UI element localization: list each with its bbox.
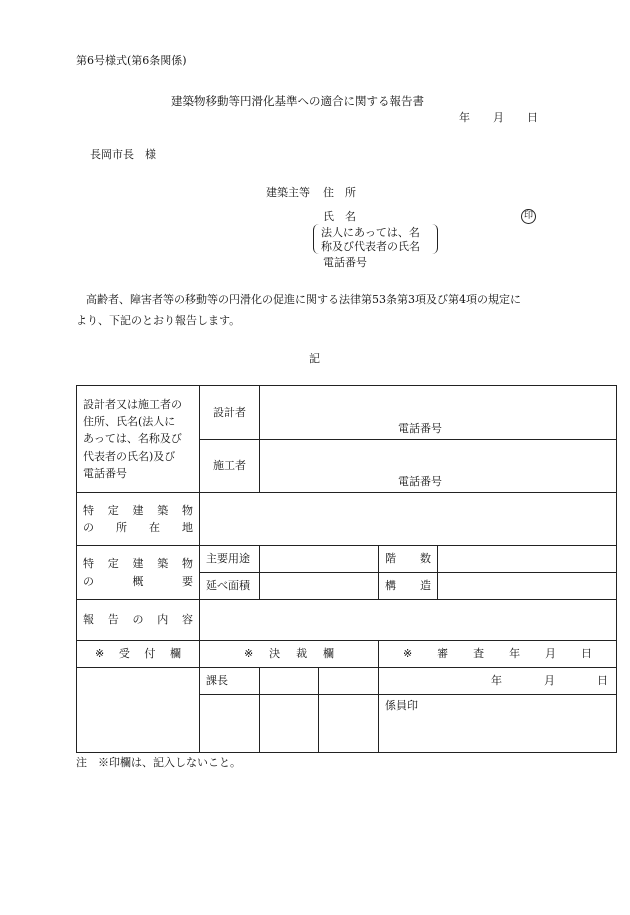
building-location-field[interactable] [200, 493, 617, 546]
review-date-field[interactable]: 年 月 日 [379, 668, 617, 695]
ki-heading: 記 [309, 352, 320, 365]
builder-field[interactable] [260, 440, 617, 493]
floors-field[interactable] [438, 546, 617, 573]
designer-label: 設計者 [200, 386, 260, 440]
footnote: 注 ※印欄は、記入しないこと。 [76, 756, 241, 769]
header-date-day: 日 [527, 111, 538, 124]
main-use-label: 主要用途 [200, 546, 260, 573]
approval-cell-1[interactable] [260, 668, 319, 695]
applicant-phone-label: 電話番号 [323, 256, 367, 269]
report-content-label: 報 告 の 内 容 [77, 600, 200, 641]
approval-seal-1[interactable] [260, 695, 319, 753]
floors-label: 階 数 [379, 546, 438, 573]
header-date-month: 月 [493, 111, 504, 124]
applicant-address-label: 住 所 [323, 186, 356, 199]
applicant-name-label: 氏 名 [323, 210, 356, 223]
reception-header: ※ 受 付 欄 [77, 641, 200, 668]
report-form-table [76, 385, 617, 753]
designer-builder-header: 設計者又は施工者の 住所、氏名(法人に あっては、名称及び 代表者の氏名)及び 電話番号 [77, 386, 200, 493]
builder-label: 施工者 [200, 440, 260, 493]
corporate-note-line-2: 称及び代表者の氏名 [321, 240, 420, 253]
section-chief-seal[interactable] [200, 695, 260, 753]
floor-area-label: 延べ面積 [200, 573, 260, 600]
reception-field[interactable] [77, 668, 200, 753]
floor-area-field[interactable] [260, 573, 379, 600]
header-date-year: 年 [459, 111, 470, 124]
body-text-line-1: 高齢者、障害者等の移動等の円滑化の促進に関する法律第53条第3項及び第4項の規定に [86, 293, 521, 306]
staff-seal-field[interactable] [379, 695, 617, 753]
approval-seal-2[interactable] [319, 695, 379, 753]
seal-mark: 印 [521, 209, 536, 224]
building-location-label: 特 定 建 築 物 の 所 在 地 [77, 493, 200, 546]
form-number: 第6号様式(第6条関係) [76, 54, 187, 67]
document-title: 建築物移動等円滑化基準への適合に関する報告書 [171, 94, 424, 108]
designer-field[interactable] [260, 386, 617, 440]
building-overview-label: 特 定 建 築 物 の 概 要 [77, 546, 200, 600]
approval-header: ※ 決 裁 欄 [200, 641, 379, 668]
body-text-line-2: より、下記のとおり報告します。 [76, 314, 241, 327]
designer-phone-label: 電話番号 [398, 421, 442, 435]
staff-seal-label: 係員印 [385, 699, 418, 712]
review-date-header: ※ 審 査 年 月 日 [379, 641, 617, 668]
addressee: 長岡市長 様 [90, 148, 156, 161]
builder-phone-label: 電話番号 [398, 474, 442, 488]
structure-label: 構 造 [379, 573, 438, 600]
applicant-role-label: 建築主等 [266, 186, 310, 199]
main-use-field[interactable] [260, 546, 379, 573]
report-content-field[interactable] [200, 600, 617, 641]
section-chief-label: 課長 [200, 668, 260, 695]
structure-field[interactable] [438, 573, 617, 600]
approval-cell-2[interactable] [319, 668, 379, 695]
corporate-note-line-1: 法人にあっては、名 [321, 226, 420, 239]
